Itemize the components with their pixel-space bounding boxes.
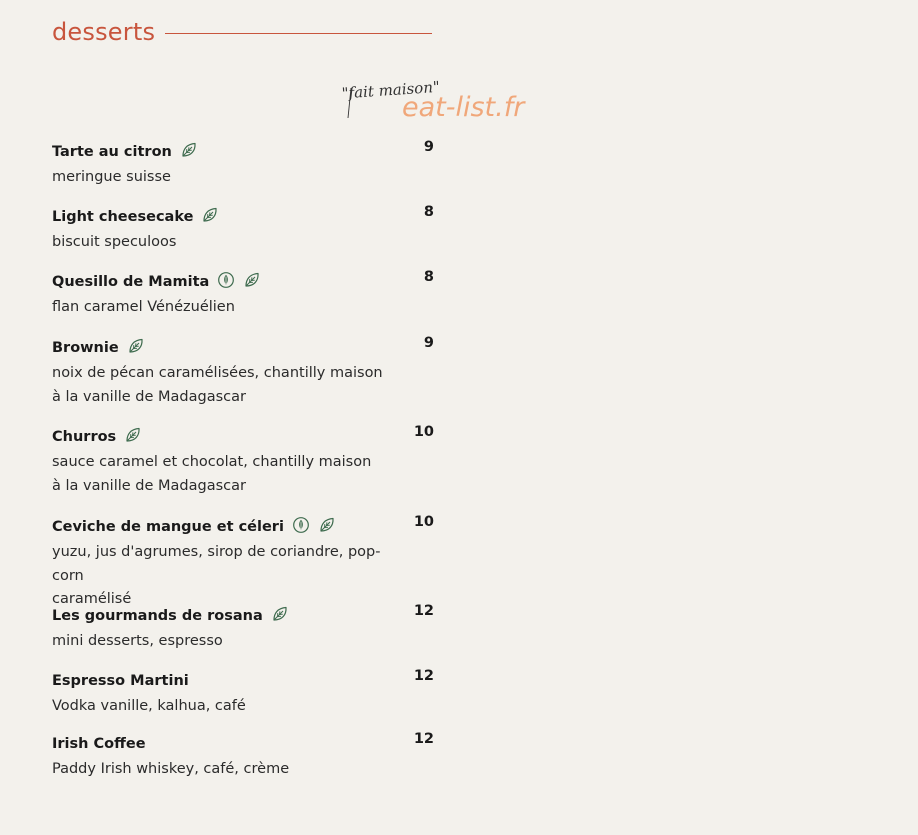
menu-item-icons	[124, 426, 150, 444]
menu-item-description: caramélisé	[52, 591, 132, 607]
menu-item-title-row	[52, 427, 150, 447]
menu-item	[52, 603, 434, 654]
menu-item-description: mini desserts, espresso	[52, 633, 223, 649]
vegetarian-leaf-icon	[243, 271, 261, 289]
section-title: desserts	[52, 18, 156, 46]
menu-item-price: 12	[413, 603, 434, 619]
menu-item-title-row	[52, 734, 146, 754]
menu-item-price: 12	[413, 668, 434, 684]
menu-item-price: 9	[423, 335, 434, 351]
menu-item-price: 10	[413, 424, 434, 440]
menu-item-description: Vodka vanille, kalhua, café	[52, 698, 246, 714]
menu-item-name: Les gourmands de rosana	[52, 608, 263, 624]
menu-item-header	[52, 731, 434, 758]
menu-item	[52, 668, 434, 719]
menu-item-header	[52, 668, 434, 695]
menu-item-icons	[217, 271, 269, 289]
menu-item-price: 12	[413, 731, 434, 747]
menu-item-title-row	[52, 671, 189, 691]
menu-item-description: noix de pécan caramélisées, chantilly maison	[52, 365, 383, 381]
menu-item-title-row	[52, 272, 269, 292]
menu-item	[52, 139, 434, 190]
menu-item-price: 8	[423, 269, 434, 285]
menu-item-icons	[127, 337, 153, 355]
menu-item-name: Light cheesecake	[52, 209, 194, 225]
menu-item-name: Brownie	[52, 340, 119, 356]
menu-item-header	[52, 335, 434, 362]
menu-item-description: yuzu, jus d'agrumes, sirop de coriandre, pop-corn	[52, 544, 381, 584]
menu-item-header	[52, 603, 434, 630]
gluten-free-icon	[217, 271, 235, 289]
menu-item	[52, 514, 434, 612]
menu-item-header	[52, 424, 434, 451]
menu-item-header	[52, 269, 434, 296]
watermark: eat-list.fr	[402, 92, 525, 123]
menu-item-name: Irish Coffee	[52, 736, 146, 752]
menu-item-header	[52, 204, 434, 231]
menu-item-description: meringue suisse	[52, 169, 171, 185]
menu-item-description: à la vanille de Madagascar	[52, 477, 246, 494]
fait-maison-text: "fait maison"	[341, 77, 438, 103]
section-divider-line	[165, 33, 432, 34]
menu-item-name: Ceviche de mangue et céleri	[52, 519, 284, 535]
menu-item	[52, 731, 434, 782]
gluten-free-icon	[292, 516, 310, 534]
menu-item-price: 10	[413, 514, 434, 530]
menu-item-title-row	[52, 338, 153, 358]
menu-item	[52, 335, 434, 409]
menu-item	[52, 424, 434, 498]
menu-item-description: flan caramel Vénézuélien	[52, 299, 235, 315]
vegetarian-leaf-icon	[201, 206, 219, 224]
vegetarian-leaf-icon	[180, 141, 198, 159]
vegetarian-leaf-icon	[271, 605, 289, 623]
menu-item-description: à la vanille de Madagascar	[52, 388, 246, 405]
menu-item-title-row	[52, 207, 227, 227]
menu-item-price: 8	[423, 204, 434, 220]
menu-item-icons	[271, 605, 297, 623]
menu-item-title-row	[52, 606, 297, 626]
menu-item-description: Paddy Irish whiskey, café, crème	[52, 761, 290, 777]
menu-item-description: biscuit speculoos	[52, 234, 177, 250]
menu-item-name: Quesillo de Mamita	[52, 274, 210, 290]
menu-item-description: sauce caramel et chocolat, chantilly maison	[52, 454, 372, 470]
menu-item	[52, 269, 434, 320]
menu-item-name: Churros	[52, 429, 117, 445]
menu-item-name: Espresso Martini	[52, 673, 189, 689]
vegetarian-leaf-icon	[127, 337, 145, 355]
vegetarian-leaf-icon	[124, 426, 142, 444]
menu-item-icons	[292, 516, 344, 534]
section-header	[52, 14, 432, 50]
menu-item	[52, 204, 434, 255]
menu-item-icons	[201, 206, 227, 224]
menu-item-header	[52, 139, 434, 166]
menu-item-price: 9	[423, 139, 434, 155]
menu-item-header	[52, 514, 434, 541]
menu-item-name: Tarte au citron	[52, 144, 172, 160]
menu-item-title-row	[52, 517, 344, 537]
menu-item-icons	[180, 141, 206, 159]
vegetarian-leaf-icon	[318, 516, 336, 534]
menu-item-title-row	[52, 142, 206, 162]
